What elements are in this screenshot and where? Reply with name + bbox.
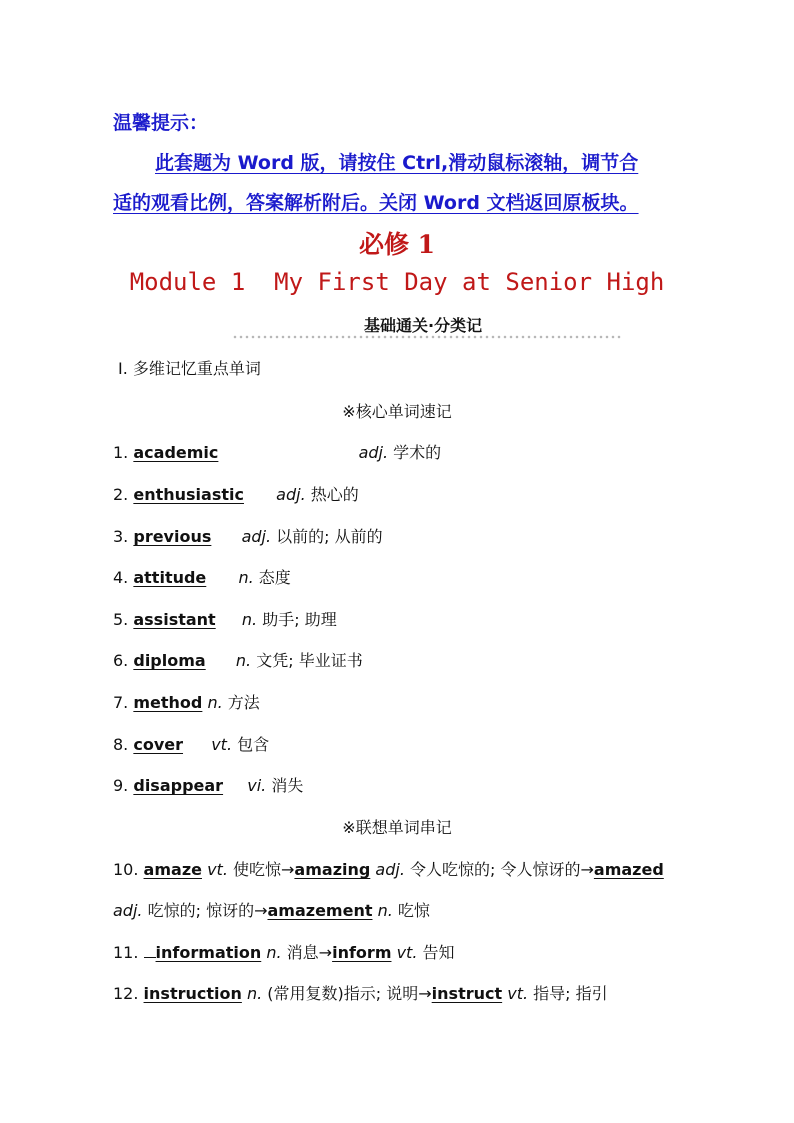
vocab-word: cover <box>133 735 184 754</box>
word-meaning: 文凭; 毕业证书 <box>256 651 363 670</box>
vocab-word: amazed <box>593 860 664 879</box>
word-item-8 <box>113 732 269 755</box>
vocab-word: disappear <box>133 776 224 795</box>
item-number: 2. <box>113 485 129 504</box>
part-of-speech: vt. <box>211 735 233 754</box>
word-item-1 <box>113 440 441 463</box>
tip-heading: 温馨提示： <box>113 112 209 134</box>
assoc-words-heading: ※联想单词串记 <box>342 818 452 837</box>
word-item-6 <box>113 648 363 671</box>
word-item-2 <box>113 482 359 505</box>
item-number: 12. <box>113 984 139 1003</box>
item-number: 11. <box>113 943 139 962</box>
word-meaning: 包含 <box>237 735 270 754</box>
word-meaning: 以前的; 从前的 <box>276 527 383 546</box>
part-of-speech: n. <box>377 901 393 920</box>
vocab-word: amaze <box>143 860 202 879</box>
part-of-speech: n. <box>207 693 223 712</box>
item-number: 9. <box>113 776 129 795</box>
vocab-word: enthusiastic <box>133 485 244 504</box>
tip-line-1: 此套题为 Word 版，请按住 Ctrl,滑动鼠标滚轴，调节合 <box>155 152 639 174</box>
word-item-3 <box>113 524 383 547</box>
dotted-divider <box>232 335 622 339</box>
word-meaning: 指导; 指引 <box>533 984 608 1003</box>
vocab-word: academic <box>133 443 219 462</box>
vocab-word: method <box>133 693 203 712</box>
part-of-speech: vt. <box>207 860 228 879</box>
word-item-9 <box>113 773 303 796</box>
part-of-speech: n. <box>266 943 282 962</box>
word-meaning: 学术的 <box>393 443 442 462</box>
vocab-word: amazement <box>267 901 373 920</box>
item-number: 10. <box>113 860 139 879</box>
item-number: 8. <box>113 735 129 754</box>
item-number: 1. <box>113 443 129 462</box>
assoc-item-10-cont <box>113 898 430 921</box>
item-number: 7. <box>113 693 129 712</box>
part-of-speech: n. <box>246 984 263 1003</box>
word-item-7 <box>113 690 260 713</box>
assoc-item-12 <box>113 981 608 1004</box>
assoc-item-10 <box>113 857 664 880</box>
part-of-speech: vt. <box>396 943 418 962</box>
word-meaning: 消失 <box>271 776 304 795</box>
part-of-speech: n. <box>238 568 254 587</box>
part-of-speech: vi. <box>247 776 267 795</box>
vocab-word: assistant <box>133 610 216 629</box>
part-of-speech: adj. <box>276 485 306 504</box>
word-meaning: 吃惊 <box>397 901 430 920</box>
word-meaning: 告知 <box>422 943 455 962</box>
assoc-item-11 <box>113 940 455 963</box>
word-meaning: 热心的 <box>310 485 359 504</box>
part-of-speech: adj. <box>113 901 143 920</box>
book-title: 必修 1 <box>358 230 436 259</box>
vocab-word: attitude <box>133 568 207 587</box>
word-item-4 <box>113 565 291 588</box>
part-of-speech: adj. <box>241 527 272 546</box>
vocab-word: information <box>155 943 262 962</box>
word-meaning: 态度 <box>258 568 291 587</box>
part-of-speech: vt. <box>507 984 529 1003</box>
part-of-speech: n. <box>235 651 252 670</box>
part-of-speech: adj. <box>358 443 389 462</box>
item-number: 5. <box>113 610 129 629</box>
vocab-word: diploma <box>133 651 206 670</box>
word-meaning: (常用复数)指示; 说明→ <box>267 984 432 1003</box>
item-number: 6. <box>113 651 129 670</box>
module-title: Module 1 My First Day at Senior High <box>129 268 665 296</box>
section-title: 基础通关·分类记 <box>364 316 483 335</box>
vocab-word: amazing <box>294 860 371 879</box>
word-meaning: 助手; 助理 <box>262 610 337 629</box>
part-of-speech: adj. <box>375 860 405 879</box>
vocab-word: instruction <box>143 984 242 1003</box>
word-meaning: 吃惊的; 惊讶的→ <box>147 901 268 920</box>
word-meaning: 令人吃惊的; 令人惊讶的→ <box>410 860 594 879</box>
word-item-5 <box>113 607 337 630</box>
vocab-word: inform <box>332 943 392 962</box>
vocab-word: previous <box>133 527 212 546</box>
word-meaning: 消息→ <box>286 943 333 962</box>
tip-line-2: 适的观看比例，答案解析附后。关闭 Word 文档返回原板块。 <box>113 192 639 214</box>
item-number: 3. <box>113 527 129 546</box>
core-words-heading: ※核心单词速记 <box>342 402 452 421</box>
part-heading: Ⅰ. 多维记忆重点单词 <box>118 359 261 378</box>
item-number: 4. <box>113 568 129 587</box>
word-meaning: 方法 <box>227 693 260 712</box>
part-of-speech: n. <box>241 610 258 629</box>
vocab-word: instruct <box>431 984 503 1003</box>
word-meaning: 使吃惊→ <box>233 860 295 879</box>
